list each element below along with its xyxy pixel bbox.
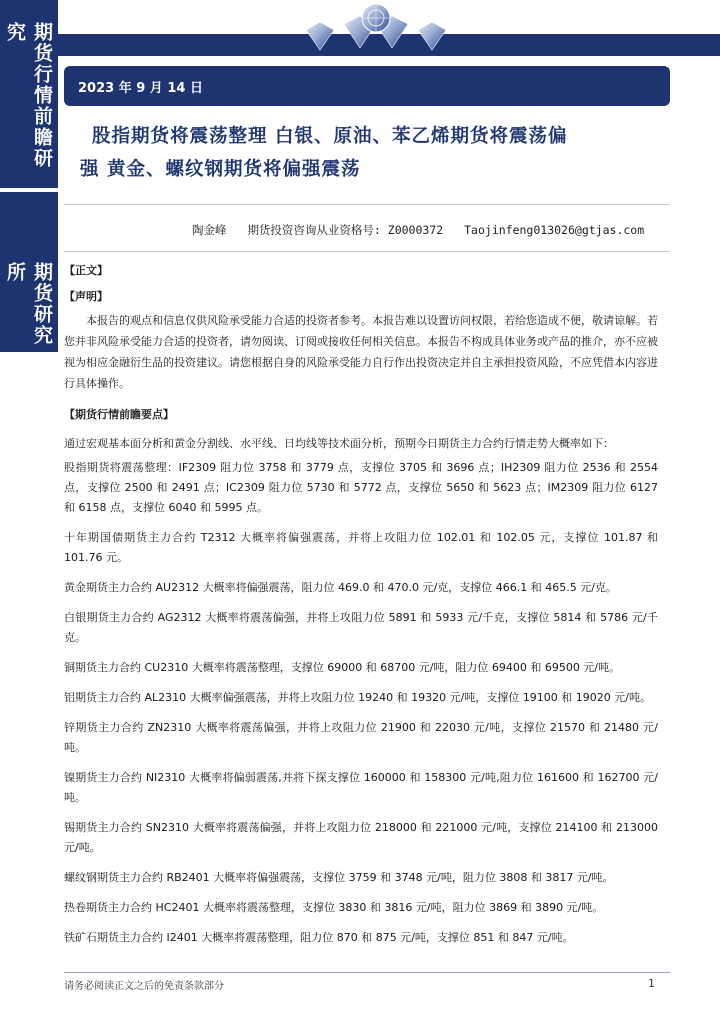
sidebar-department: 期货研究所 [4, 262, 53, 346]
report-title-line-1: 股指期货将震荡整理 白银、原油、苯乙烯期货将震荡偏 [92, 126, 568, 147]
author-name: 陶金峰 [192, 223, 227, 237]
outlook-item-index-futures: 股指期货将震荡整理：IF2309 阻力位 3758 和 3779 点，支撑位 3705 和 3696 点；IH2309 阻力位 2536 和 2554 点，支撑位 2500 和 2491 点；IC2309 阻力位 5730 和 5772 点，支撑位 5650 和 5623 点；IM2309 阻力位 6127 和 6158 点，支撑位 6040 和 5995 点。 [64, 461, 658, 514]
diamond-logo-icon [286, 0, 466, 58]
outlook-intro: 通过宏观基本面分析和黄金分割线、水平线、日均线等技术面分析，预期今日期货主力合约行情走势大概率如下： [64, 437, 614, 450]
report-title [80, 120, 652, 186]
page-number: 1 [648, 977, 655, 990]
outlook-item-copper: 铜期货主力合约 CU2310 大概率将震荡整理，支撑位 69000 和 68700 元/吨，阻力位 69400 和 69500 元/吨。 [64, 661, 621, 674]
report-title-line-2: 强 黄金、螺纹钢期货将偏强震荡 [80, 159, 361, 180]
outlook-item-iron-ore: 铁矿石期货主力合约 I2401 大概率将震荡整理，阻力位 870 和 875 元/吨，支撑位 851 和 847 元/吨。 [64, 931, 574, 944]
footer-divider [64, 972, 670, 973]
report-date-banner [64, 66, 670, 106]
sidebar [0, 0, 58, 1019]
outlook-item-aluminum: 铝期货主力合约 AL2310 大概率偏强震荡，并将上攻阻力位 19240 和 19320 元/吨，支撑位 19100 和 19020 元/吨。 [64, 691, 651, 704]
outlook-item-gold: 黄金期货主力合约 AU2312 大概率将偏强震荡，阻力位 469.0 和 470.0 元/克，支撑位 466.1 和 465.5 元/克。 [64, 581, 617, 594]
disclaimer-paragraph: 本报告的观点和信息仅供风险承受能力合适的投资者参考。本报告难以设置访问权限，若给您造成不便，敬请谅解。若您并非风险承受能力合适的投资者，请勿阅读、订阅或接收任何相关信息。本报告不构成具体业务或产品的推介，亦不应被视为相应金融衍生品的投资建议。请您根据自身的风险承受能力自行作出投资决定并自主承担投资风险，不应凭借本内容进行具体操作。 [64, 314, 658, 390]
outlook-list [64, 458, 658, 948]
author-email: Taojinfeng013026@gtjas.com [464, 223, 645, 237]
author-qualification: 期货投资咨询从业资格号: Z0000372 [247, 223, 444, 237]
outlook-item-rebar: 螺纹钢期货主力合约 RB2401 大概率将偏强震荡，支撑位 3759 和 3748 元/吨，阻力位 3808 和 3817 元/吨。 [64, 871, 614, 884]
outlook-item-nickel: 镍期货主力合约 NI2310 大概率将偏弱震荡,并将下探支撑位 160000 和 158300 元/吨,阻力位 161600 和 162700 元/吨。 [64, 771, 658, 804]
author-divider [64, 251, 670, 252]
sidebar-report-type: 期货行情前瞻研究 [4, 22, 53, 169]
outlook-item-silver: 白银期货主力合约 AG2312 大概率将震荡偏强，并将上攻阻力位 5891 和 5933 元/千克，支撑位 5814 和 5786 元/千克。 [64, 611, 658, 644]
section-outlook-heading: 【期货行情前瞻要点】 [64, 408, 174, 421]
section-main-heading: 【正文】 [64, 264, 108, 277]
outlook-item-treasury: 十年期国债期货主力合约 T2312 大概率将偏强震荡，并将上攻阻力位 102.01 和 102.05 元，支撑位 101.87 和 101.76 元。 [64, 531, 658, 564]
report-date: 2023 年 9 月 14 日 [78, 80, 203, 96]
author-line [192, 222, 662, 238]
report-body [64, 258, 658, 958]
outlook-item-zinc: 锌期货主力合约 ZN2310 大概率将震荡偏强，并将上攻阻力位 21900 和 22030 元/吨，支撑位 21570 和 21480 元/吨。 [64, 721, 658, 754]
outlook-item-hot-coil: 热卷期货主力合约 HC2401 大概率将震荡整理，支撑位 3830 和 3816 元/吨，阻力位 3869 和 3890 元/吨。 [64, 901, 604, 914]
title-divider [64, 204, 670, 205]
section-disclaimer-heading: 【声明】 [64, 290, 108, 303]
outlook-item-tin: 锡期货主力合约 SN2310 大概率将震荡偏强，并将上攻阻力位 218000 和 221000 元/吨，支撑位 214100 和 213000 元/吨。 [64, 821, 658, 854]
footer-disclaimer-notice: 请务必阅读正文之后的免责条款部分 [64, 981, 224, 992]
